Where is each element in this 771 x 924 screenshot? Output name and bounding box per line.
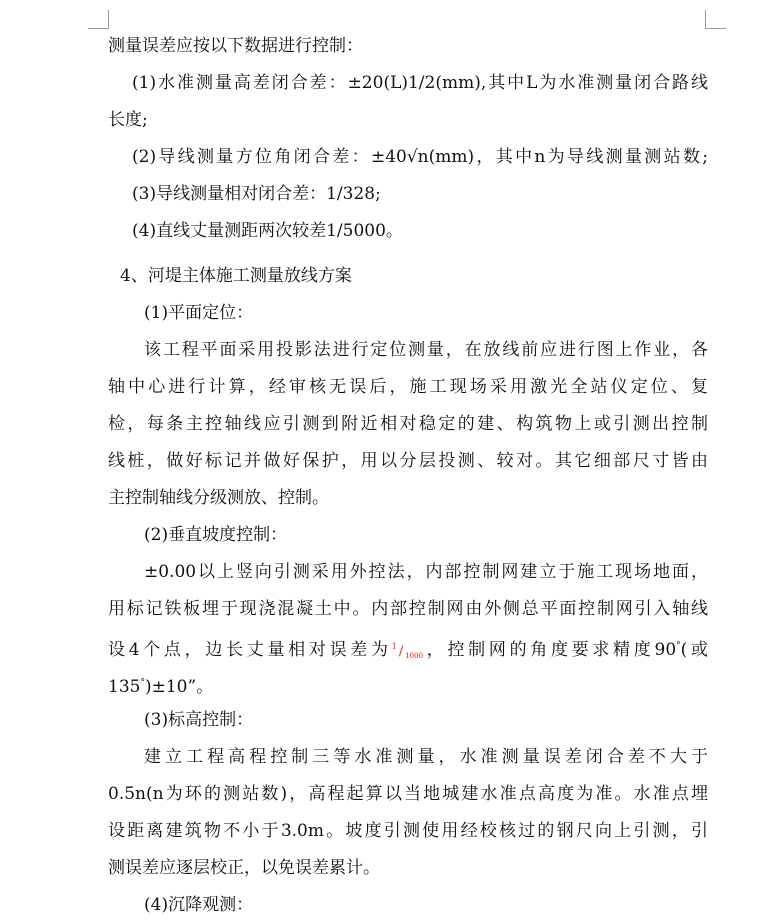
paragraph-line: 用标记铁板埋于现浇混凝土中。内部控制网由外侧总平面控制网引入轴线 <box>108 599 708 619</box>
paragraph-line: 测误差应逐层校正，以免误差累计。 <box>108 858 380 878</box>
degree-sign: ° <box>676 641 681 651</box>
subsection-heading: (3)标高控制： <box>144 710 254 730</box>
paragraph-line: ±0.00以上竖向引测采用外控法，内部控制网建立于施工现场地面， <box>144 562 708 582</box>
section-heading: 4、河堤主体施工测量放线方案 <box>120 266 352 286</box>
list-item-azimuth-closure: (2)导线测量方位角闭合差：±40√n(mm)，其中n为导线测量测站数; <box>132 147 708 167</box>
paragraph-line: 轴中心进行计算，经审核无误后，施工现场采用激光全站仪定位、复 <box>108 377 708 397</box>
paragraph-line: 0.5n(n为环的测站数)，高程起算以当地城建水准点高度为准。水准点埋 <box>108 784 708 804</box>
subsection-heading: (4)沉降观测： <box>144 895 254 915</box>
page-corner-mark-left <box>88 10 109 29</box>
paragraph-line: 检，每条主控轴线应引测到附近相对稳定的建、构筑物上或引测出控制 <box>108 414 708 434</box>
subsection-heading: (2)垂直坡度控制： <box>144 525 288 545</box>
paragraph-line: 线桩，做好标记并做好保护，用以分层投测、较对。其它细部尺寸皆由 <box>108 451 708 471</box>
paragraph-line-with-degree <box>108 665 708 702</box>
paragraph-line: 设距离建筑物不小于3.0m。坡度引测使用经校核过的钢尺向上引测，引 <box>108 821 708 841</box>
paragraph-line: 该工程平面采用投影法进行定位测量，在放线前应进行图上作业，各 <box>144 340 708 360</box>
subsection-heading: (1)平面定位： <box>144 303 254 323</box>
text-run: (或 <box>680 640 708 660</box>
fraction-slash: / <box>398 644 404 659</box>
paragraph-line: 测量误差应按以下数据进行控制： <box>108 36 363 56</box>
text-run: ，控制网的角度要求精度90 <box>423 640 677 660</box>
text-run: )±10”。 <box>144 677 214 697</box>
paragraph-line: 长度; <box>108 110 148 130</box>
text-run: 设4个点，边长丈量相对误差为 <box>108 640 392 660</box>
fraction-denominator: 1000 <box>405 652 424 660</box>
list-item-distance-difference: (4)直线丈量测距两次较差1/5000。 <box>132 221 403 241</box>
paragraph-line: 建立工程高程控制三等水准测量，水准测量误差闭合差不大于 <box>144 747 708 767</box>
page-corner-mark-right <box>705 10 726 29</box>
fraction-numerator: 1 <box>391 642 397 651</box>
fraction-inline <box>392 640 423 660</box>
paragraph-line-with-fraction <box>108 628 708 665</box>
paragraph-line: 主控制轴线分级测放、控制。 <box>108 488 329 508</box>
list-item-level-accuracy: (1)水准测量高差闭合差：±20(L)1/2(mm),其中L为水准测量闭合路线 <box>132 73 708 93</box>
text-run: 135 <box>108 677 141 697</box>
degree-sign: ° <box>140 678 145 688</box>
list-item-relative-closure: (3)导线测量相对闭合差：1/328; <box>132 184 381 204</box>
section-gap <box>108 250 708 258</box>
document-page <box>108 28 708 924</box>
